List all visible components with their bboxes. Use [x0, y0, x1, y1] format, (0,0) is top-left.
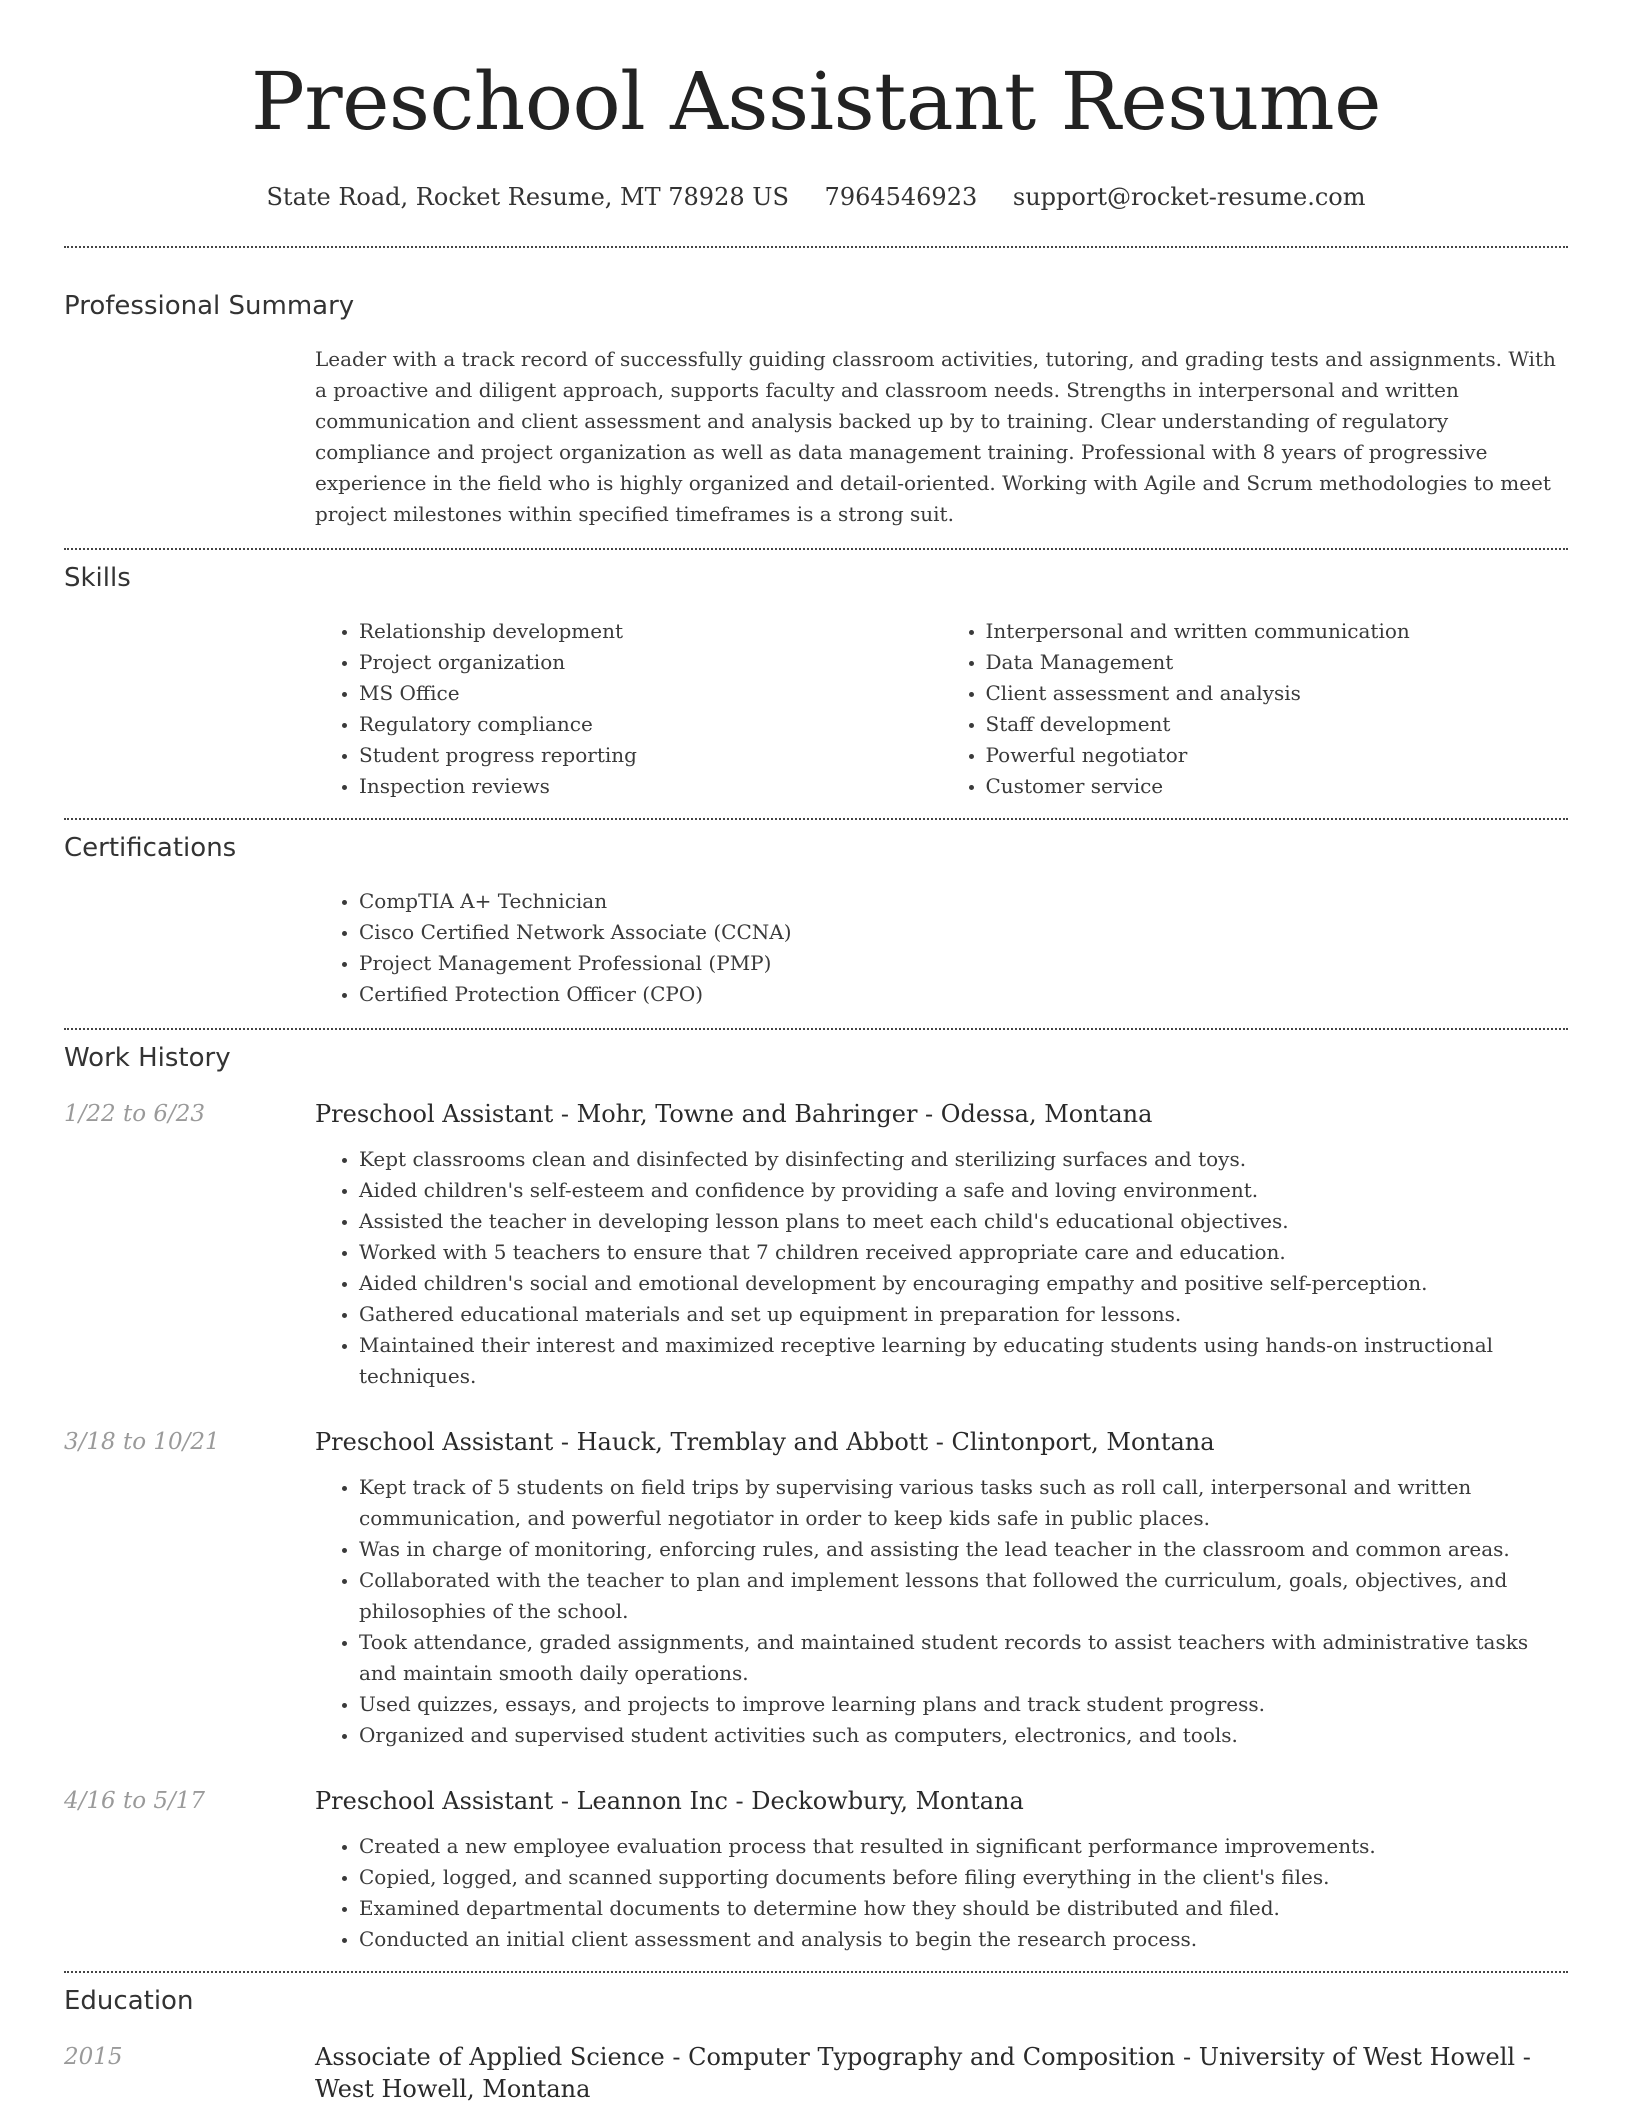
education-year: 2015	[64, 2044, 123, 2070]
list-item: • Student progress reporting	[359, 740, 942, 771]
skills-list	[315, 616, 1568, 802]
list-item: • Maintained their interest and maximized receptive learning by educating students using hands-on instructional techniques.	[359, 1330, 1568, 1392]
divider	[64, 818, 1568, 820]
contact-email: support@rocket-resume.com	[1012, 183, 1366, 211]
job-entry	[64, 1426, 1568, 1751]
list-item: • Examined departmental documents to determine how they should be distributed and filed.	[359, 1893, 1568, 1924]
list-item: • Gathered educational materials and set up equipment in preparation for lessons.	[359, 1299, 1568, 1330]
list-item: • Aided children's social and emotional development by encouraging empathy and positive self-perception.	[359, 1268, 1568, 1299]
job-bullets	[315, 1144, 1568, 1392]
skills-column-right	[942, 616, 1569, 802]
education-heading: Education	[64, 1986, 194, 2016]
list-item: • Project Management Professional (PMP)	[359, 948, 1568, 979]
job-dates: 1/22 to 6/23	[64, 1101, 206, 1127]
list-item: • Used quizzes, essays, and projects to improve learning plans and track student progress.	[359, 1689, 1568, 1720]
list-item: • Inspection reviews	[359, 771, 942, 802]
list-item: • MS Office	[359, 678, 942, 709]
work-history-heading: Work History	[64, 1043, 231, 1073]
list-item: • Certified Protection Officer (CPO)	[359, 979, 1568, 1010]
resume-title: Preschool Assistant Resume	[251, 55, 1381, 148]
job-title: Preschool Assistant - Hauck, Tremblay and Abbott - Clintonport, Montana	[315, 1428, 1215, 1456]
certifications-list	[315, 886, 1568, 1010]
job-bullets	[315, 1472, 1568, 1751]
contact-line	[64, 182, 1568, 212]
summary-text: Leader with a track record of successfully guiding classroom activities, tutoring, and grading tests and assignments. With a proactive and diligent approach, supports faculty and classroom needs. Strengths in interpersonal and written communication and client assessment and analysis backed up by to training. Clear understanding of regulatory compliance and project organization as well as data management training. Professional with 8 years of progressive experience in the field who is highly organized and detail-oriented. Working with Agile and Scrum methodologies to meet project milestones within specified timeframes is a strong suit.	[315, 347, 1556, 526]
job-dates: 3/18 to 10/21	[64, 1429, 220, 1455]
job-entry	[64, 1785, 1568, 1955]
skills-column-left	[315, 616, 942, 802]
job-entry	[64, 1098, 1568, 1392]
job-bullets	[315, 1831, 1568, 1955]
list-item: • Relationship development	[359, 616, 942, 647]
list-item: • Client assessment and analysis	[986, 678, 1569, 709]
list-item: • Conducted an initial client assessment and analysis to begin the research process.	[359, 1924, 1568, 1955]
contact-phone: 7964546923	[824, 183, 978, 211]
list-item: • Customer service	[986, 771, 1569, 802]
job-title: Preschool Assistant - Mohr, Towne and Bahringer - Odessa, Montana	[315, 1100, 1153, 1128]
degree-title: Associate of Applied Science - Computer Typography and Composition - University of West Howell - West Howell, Montana	[315, 2043, 1531, 2103]
list-item: • Staff development	[986, 709, 1569, 740]
certifications-heading: Certifications	[64, 833, 237, 863]
summary-heading: Professional Summary	[64, 291, 355, 321]
list-item: • Kept track of 5 students on field trips by supervising various tasks such as roll call, interpersonal and written communication, and powerful negotiator in order to keep kids safe in public places.	[359, 1472, 1568, 1534]
skills-heading: Skills	[64, 563, 131, 593]
list-item: • Powerful negotiator	[986, 740, 1569, 771]
list-item: • Interpersonal and written communication	[986, 616, 1569, 647]
list-item: • Created a new employee evaluation process that resulted in significant performance improvements.	[359, 1831, 1568, 1862]
contact-address: State Road, Rocket Resume, MT 78928 US	[266, 183, 789, 211]
list-item: • Copied, logged, and scanned supporting documents before filing everything in the client's files.	[359, 1862, 1568, 1893]
divider	[64, 548, 1568, 550]
list-item: • Cisco Certified Network Associate (CCNA)	[359, 917, 1568, 948]
job-dates: 4/16 to 5/17	[64, 1788, 206, 1814]
list-item: • Was in charge of monitoring, enforcing rules, and assisting the lead teacher in the classroom and common areas.	[359, 1534, 1568, 1565]
list-item: • Organized and supervised student activities such as computers, electronics, and tools.	[359, 1720, 1568, 1751]
list-item: • Aided children's self-esteem and confidence by providing a safe and loving environment.	[359, 1175, 1568, 1206]
list-item: • Kept classrooms clean and disinfected by disinfecting and sterilizing surfaces and toys.	[359, 1144, 1568, 1175]
resume-page	[64, 0, 1568, 2105]
list-item: • Data Management	[986, 647, 1569, 678]
list-item: • Took attendance, graded assignments, and maintained student records to assist teachers with administrative tasks and maintain smooth daily operations.	[359, 1627, 1568, 1689]
job-title: Preschool Assistant - Leannon Inc - Deckowbury, Montana	[315, 1787, 1024, 1815]
list-item: • Regulatory compliance	[359, 709, 942, 740]
divider	[64, 246, 1568, 248]
list-item: • Worked with 5 teachers to ensure that 7 children received appropriate care and education.	[359, 1237, 1568, 1268]
divider	[64, 1028, 1568, 1030]
list-item: • Project organization	[359, 647, 942, 678]
divider	[64, 1971, 1568, 1973]
list-item: • Collaborated with the teacher to plan and implement lessons that followed the curriculum, goals, objectives, and philosophies of the school.	[359, 1565, 1568, 1627]
list-item: • CompTIA A+ Technician	[359, 886, 1568, 917]
list-item: • Assisted the teacher in developing lesson plans to meet each child's educational objectives.	[359, 1206, 1568, 1237]
education-entry	[64, 2041, 1568, 2105]
